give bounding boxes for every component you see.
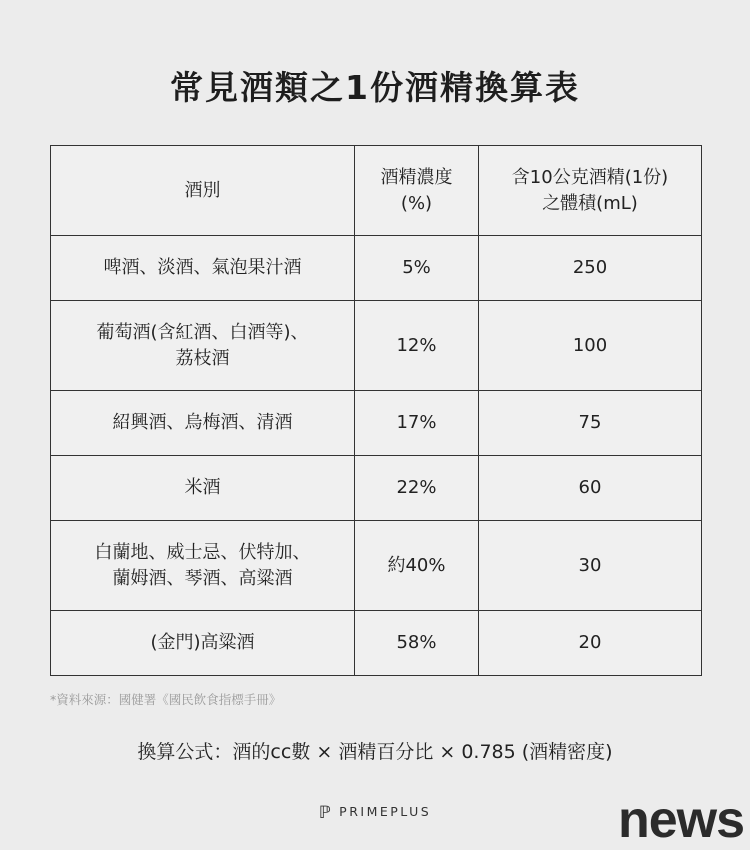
cell-volume: 75 (479, 391, 702, 456)
cell-concentration: 58% (355, 611, 479, 676)
cell-type: (金門)高粱酒 (51, 611, 355, 676)
cell-volume: 30 (479, 521, 702, 611)
header-type: 酒別 (51, 146, 355, 236)
cell-type: 啤酒、淡酒、氣泡果汁酒 (51, 236, 355, 301)
cell-concentration: 12% (355, 301, 479, 391)
header-volume: 含10公克酒精(1份) 之體積(mL) (479, 146, 702, 236)
cell-concentration: 17% (355, 391, 479, 456)
table-row (51, 301, 702, 391)
cell-type: 米酒 (51, 456, 355, 521)
cell-type: 葡萄酒(含紅酒、白酒等)、 荔枝酒 (51, 301, 355, 391)
cell-volume: 60 (479, 456, 702, 521)
table-row (51, 611, 702, 676)
news-watermark: news (617, 791, 744, 849)
brand-name: PRIMEPLUS (339, 804, 432, 819)
primeplus-logo-icon: ℙ (318, 803, 334, 823)
cell-type: 白蘭地、威士忌、伏特加、 蘭姆酒、琴酒、高粱酒 (51, 521, 355, 611)
cell-concentration: 22% (355, 456, 479, 521)
conversion-formula: 換算公式：酒的cc數 × 酒精百分比 × 0.785 (酒精密度) (137, 741, 613, 763)
cell-concentration: 約40% (355, 521, 479, 611)
cell-volume: 250 (479, 236, 702, 301)
table-header-row (51, 146, 702, 236)
alcohol-conversion-table (50, 145, 702, 676)
cell-volume: 20 (479, 611, 702, 676)
header-concentration: 酒精濃度 (%) (355, 146, 479, 236)
table-row (51, 236, 702, 301)
source-note: *資料來源：國健署《國民飲食指標手冊》 (50, 692, 282, 707)
cell-volume: 100 (479, 301, 702, 391)
table-row (51, 521, 702, 611)
page-title: 常見酒類之1份酒精換算表 (170, 68, 580, 107)
table-row (51, 391, 702, 456)
table-row (51, 456, 702, 521)
cell-concentration: 5% (355, 236, 479, 301)
cell-type: 紹興酒、烏梅酒、清酒 (51, 391, 355, 456)
